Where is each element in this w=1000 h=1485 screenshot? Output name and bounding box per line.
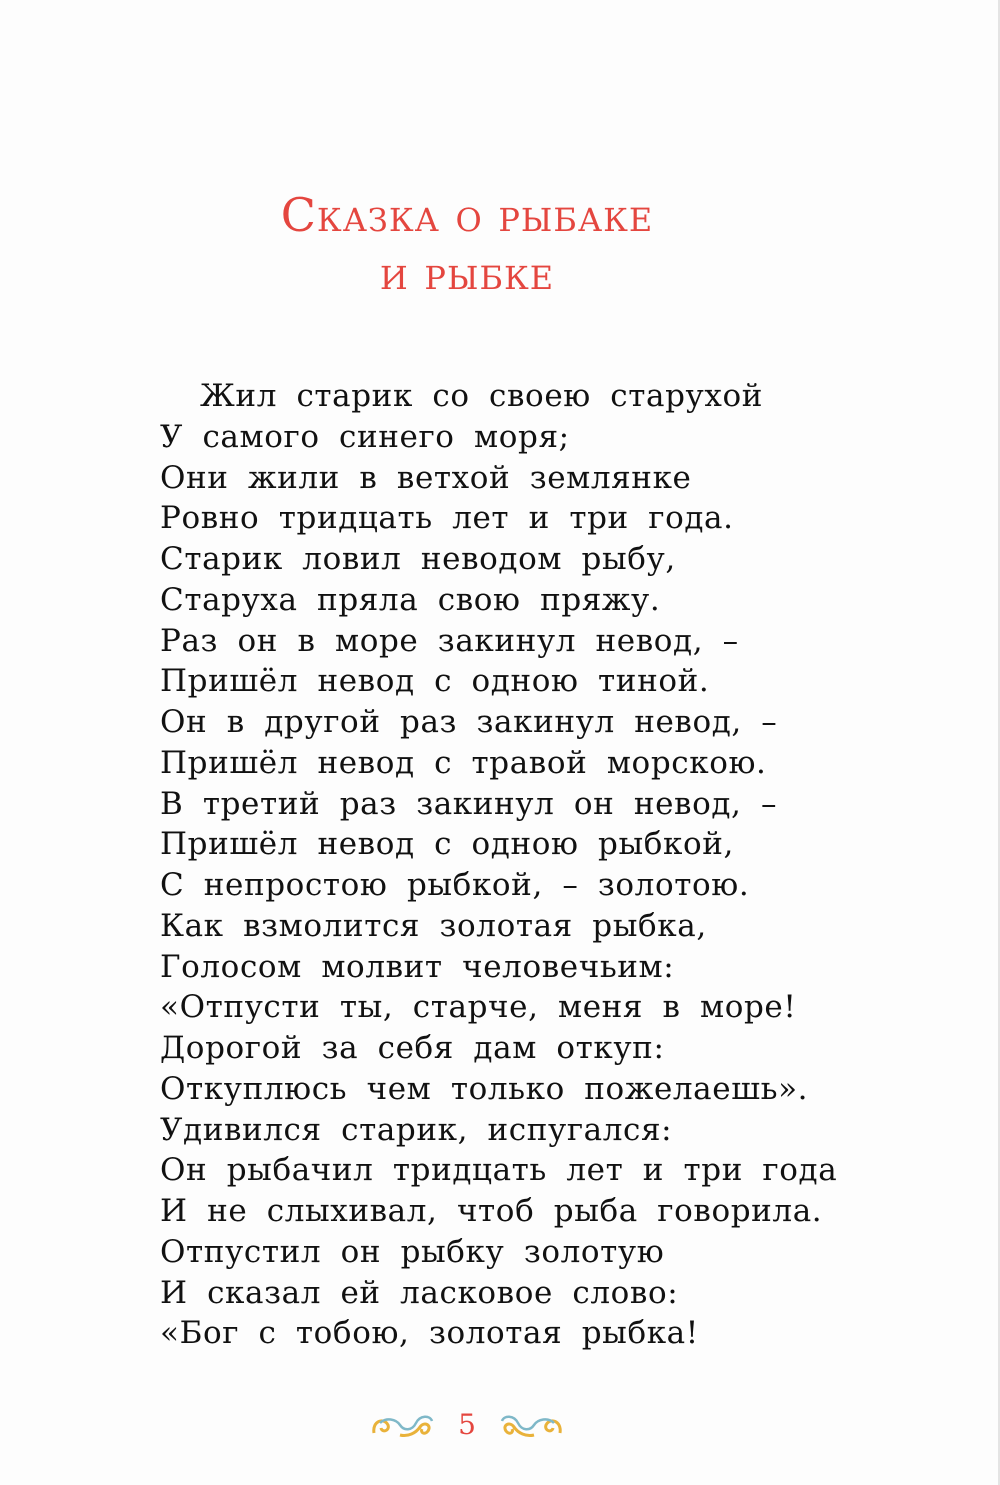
poem-line: Ровно тридцать лет и три года. <box>160 500 734 537</box>
scroll-ornament-left-icon <box>370 1411 436 1439</box>
poem-line: Он рыбачил тридцать лет и три года <box>160 1152 838 1189</box>
scroll-ornament-right-icon <box>498 1411 564 1439</box>
page-number: 5 <box>458 1408 476 1441</box>
poem-line: Пришёл невод с одною рыбкой, <box>160 826 734 863</box>
poem-line: «Бог с тобою, золотая рыбка! <box>160 1315 699 1352</box>
poem-line: И сказал ей ласковое слово: <box>160 1274 679 1311</box>
poem-line: Откуплюсь чем только пожелаешь». <box>160 1070 809 1107</box>
poem-line: Голосом молвит человечьим: <box>160 948 675 985</box>
poem-line: Старуха пряла свою пряжу. <box>160 581 661 618</box>
page-title <box>0 186 934 302</box>
poem-line: Дорогой за себя дам откуп: <box>160 1030 665 1066</box>
poem-line: Жил старик со своею старухой <box>200 378 763 414</box>
poem-line: Удивился старик, испугался: <box>160 1111 673 1148</box>
poem-line: У самого синего моря; <box>160 418 570 455</box>
poem-line: Как взмолится золотая рыбка, <box>160 907 707 944</box>
poem-text <box>160 376 837 1354</box>
poem-line: И не слыхивал, чтоб рыба говорила. <box>160 1193 823 1229</box>
poem-line: Старик ловил неводом рыбу, <box>160 541 676 577</box>
title-line-2: и рыбке <box>379 246 555 300</box>
poem-line: В третий раз закинул он невод, – <box>160 785 778 822</box>
poem-line: Он в другой раз закинул невод, – <box>160 704 778 740</box>
poem-line: С непростою рыбкой, – золотою. <box>160 867 750 903</box>
poem-line: Отпустил он рыбку золотую <box>160 1233 665 1270</box>
page-footer <box>0 1408 934 1441</box>
poem-line: Пришёл невод с травой морскою. <box>160 744 767 781</box>
poem-line: «Отпусти ты, старче, меня в море! <box>160 989 797 1026</box>
poem-line: Раз он в море закинул невод, – <box>160 622 739 659</box>
poem-line: Пришёл невод с одною тиной. <box>160 663 710 700</box>
poem-line: Они жили в ветхой землянке <box>160 459 692 496</box>
title-line-1: Сказка о рыбаке <box>280 188 654 242</box>
